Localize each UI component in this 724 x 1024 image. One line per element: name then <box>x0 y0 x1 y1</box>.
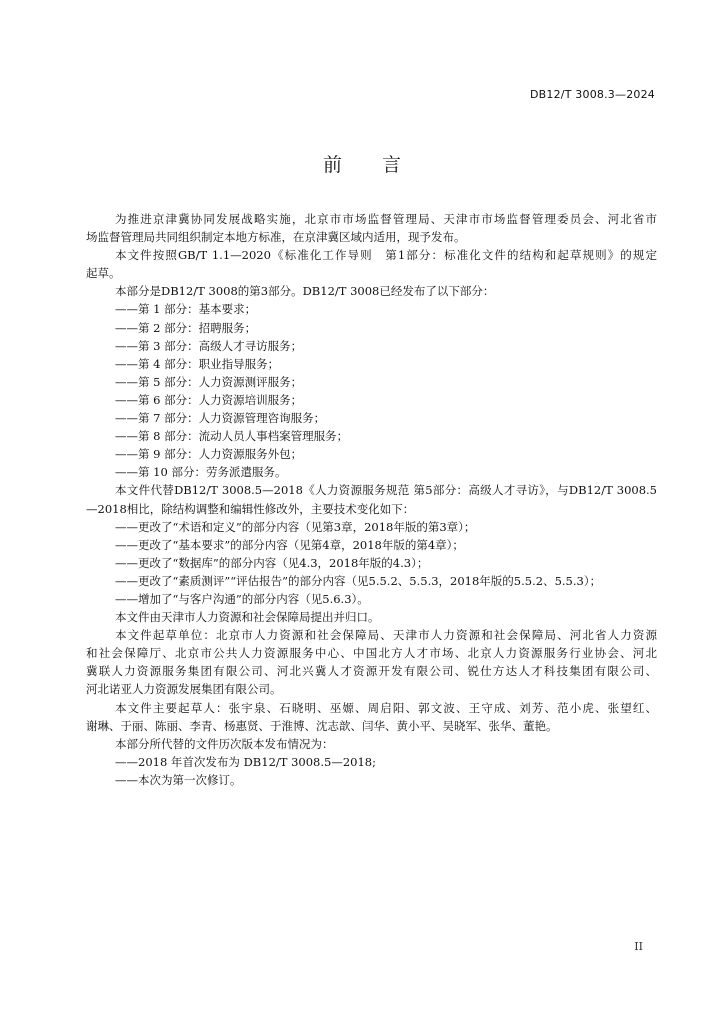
document-code: DB12/T 3008.3—2024 <box>529 88 655 101</box>
text-line: ——第 9 部分：人力资源服务外包； <box>115 447 303 462</box>
page-title <box>0 150 724 177</box>
text-line: 起草。 <box>86 266 121 281</box>
text-line: ——第 2 部分：招聘服务； <box>115 320 257 335</box>
text-line: ——更改了“数据库”的部分内容（见4.3，2018年版的4.3）； <box>115 555 429 570</box>
text-line: ——第 5 部分：人力资源测评服务； <box>115 374 303 389</box>
text-line: ——第 6 部分：人力资源培训服务； <box>115 392 303 407</box>
text-line: 冀联人力资源服务集团有限公司、河北兴冀人才资源开发有限公司、锐仕方达人才科技集团有限公司、 <box>86 664 657 679</box>
text-line: 本部分所代替的文件历次版本发布情况为： <box>115 736 334 751</box>
text-line: —2018相比，除结构调整和编辑性修改外，主要技术变化如下： <box>86 501 415 516</box>
title-char-2: 言 <box>382 154 402 176</box>
text-line: 本文件由天津市人力资源和社会保障局提出并归口。 <box>115 610 380 625</box>
text-line: 本文件按照GB/T 1.1—2020《标准化工作导则 第1部分：标准化文件的结构和起草规则》的规定 <box>115 248 657 263</box>
text-line: ——更改了“术语和定义”的部分内容（见第3章，2018年版的第3章）； <box>115 519 476 534</box>
text-line: 场监督管理局共同组织制定本地方标准，在京津冀区域内适用，现予发布。 <box>86 230 466 245</box>
text-line: ——第 8 部分：流动人员人事档案管理服务； <box>115 429 349 444</box>
foreword-body <box>86 210 657 789</box>
text-line: 本文件主要起草人：张宇泉、石晓明、巫嫄、周启阳、郭文波、王守成、刘芳、范小虎、张望红、 <box>115 700 657 715</box>
text-line: ——第 4 部分：职业指导服务； <box>115 356 280 371</box>
text-line: 谢琳、于丽、陈丽、李青、杨惠贤、于淮博、沈志歆、闫华、黄小平、吴晓军、张华、董艳。 <box>86 718 558 733</box>
text-line: 本文件起草单位：北京市人力资源和社会保障局、天津市人力资源和社会保障局、河北省人力资源 <box>115 628 657 643</box>
text-line: ——更改了“素质测评”“评估报告”的部分内容（见5.5.2、5.5.3，2018年版的5.5.2、5.5.3）； <box>115 573 602 588</box>
text-line: 为推进京津冀协同发展战略实施，北京市市场监督管理局、天津市市场监督管理委员会、河北省市 <box>115 212 657 226</box>
page-number: II <box>634 940 643 953</box>
text-line: ——第 3 部分：高级人才寻访服务； <box>115 338 303 353</box>
text-line: ——2018 年首次发布为 DB12/T 3008.5—2018; <box>115 754 376 769</box>
text-line: ——增加了“与客户沟通”的部分内容（见5.6.3）。 <box>115 591 369 606</box>
title-char-1: 前 <box>322 154 342 176</box>
text-line: 河北诺亚人力资源发展集团有限公司。 <box>86 682 282 697</box>
text-line: ——第 10 部分：劳务派遣服务。 <box>115 465 287 480</box>
text-line: 本部分是DB12/T 3008的第3部分。DB12/T 3008已经发布了以下部分： <box>115 284 495 299</box>
text-line: 本文件代替DB12/T 3008.5—2018《人力资源服务规范 第5部分：高级人才寻访》，与DB12/T 3008.5 <box>115 483 657 498</box>
text-line: ——第 1 部分：基本要求； <box>115 302 257 317</box>
text-line: ——更改了“基本要求”的部分内容（见第4章，2018年版的第4章）； <box>115 537 464 552</box>
text-line: ——本次为第一次修订。 <box>115 772 242 787</box>
text-line: ——第 7 部分：人力资源管理咨询服务； <box>115 411 326 426</box>
text-line: 和社会保障厅、北京市公共人力资源服务中心、中国北方人才市场、北京人力资源服务行业协会、河北 <box>86 646 657 661</box>
